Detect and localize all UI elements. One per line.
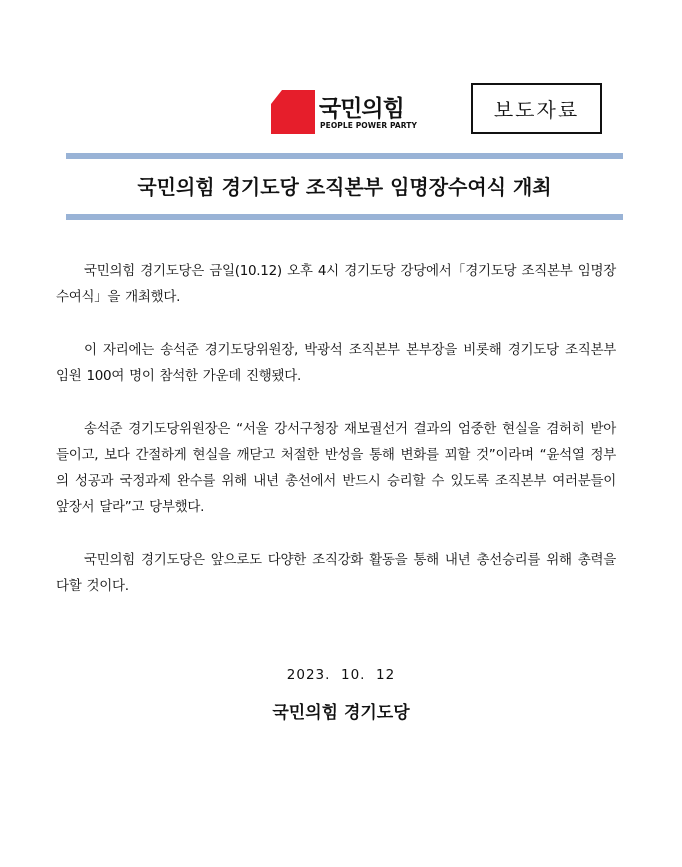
party-logo-tagline: PEOPLE POWER PARTY [320,121,418,130]
article-body [56,258,616,626]
party-logo-name: 국민의힘 [319,96,404,122]
headline-bottom-rule [66,214,623,220]
party-logo-icon [271,90,315,134]
party-logo [271,90,416,134]
paragraph-1: 국민의힘 경기도당은 금일(10.12) 오후 4시 경기도당 강당에서「경기도당 조직본부 임명장 수여식」을 개최했다. [56,263,616,305]
issuing-organization: 국민의힘 경기도당 [272,703,410,723]
paragraph-4: 국민의힘 경기도당은 앞으로도 다양한 조직강화 활동을 통해 내년 총선승리를 위해 총력을 다할 것이다. [56,552,616,594]
paragraph-2: 이 자리에는 송석준 경기도당위원장, 박광석 조직본부 본부장을 비롯해 경기도당 조직본부 임원 100여 명이 참석한 가운데 진행됐다. [56,342,616,384]
headline: 국민의힘 경기도당 조직본부 임명장수여식 개최 [137,175,552,199]
press-release-label: 보도자료 [471,83,602,134]
paragraph-3: 송석준 경기도당위원장은 “서울 강서구청장 재보궐선거 결과의 엄중한 현실을 겸허히 받아들이고, 보다 간절하게 현실을 깨닫고 처절한 반성을 통해 변화를 꾀할 것”이라며 “윤석열 정부의 성공과 국정과제 완수를 위해 내년 총선에서 반드시 승리할 수 있도록 조직본부 여러분들이 앞장서 달라”고 당부했다. [56,421,616,515]
release-date: 2023. 10. 12 [286,667,396,683]
headline-top-rule [66,153,623,159]
